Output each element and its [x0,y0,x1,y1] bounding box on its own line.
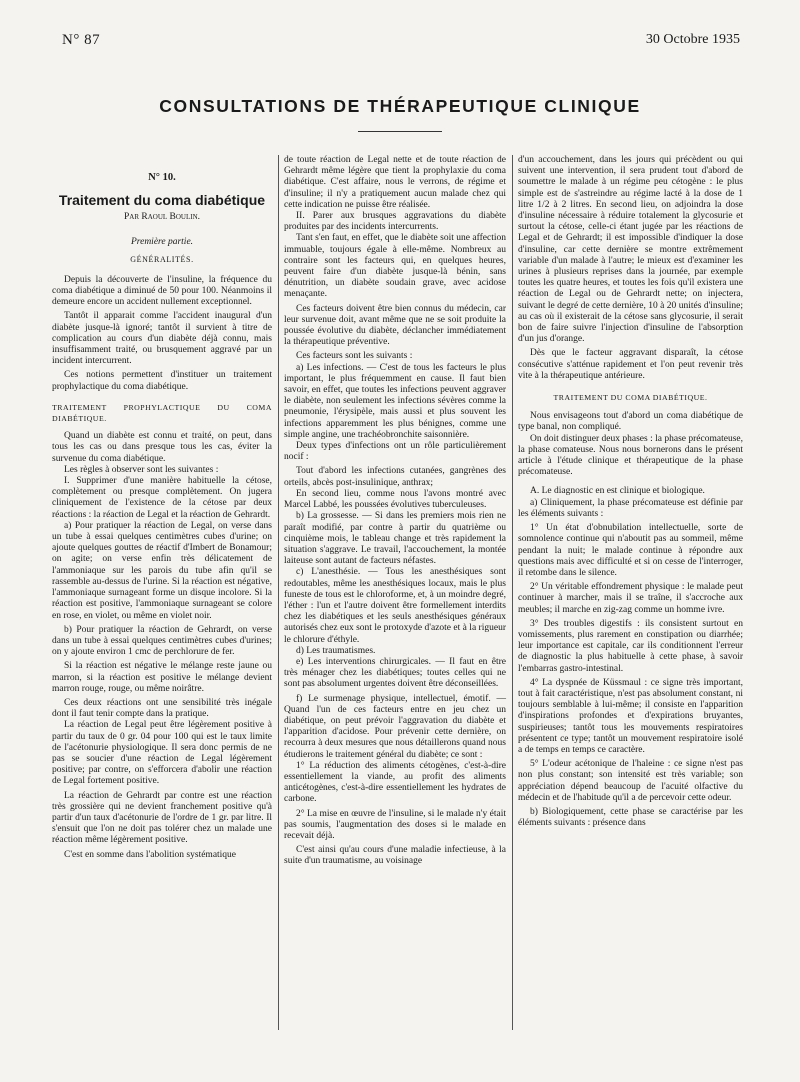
title-rule [358,131,442,132]
paragraph: La réaction de Legal peut être légèrement positive à partir du taux de 0 gr. 04 pour 100 qui est le taux limite de l'acétonurie physiologique. Il sera donc permis de ne pas se soucier d'une réaction de Legal légèrement positive; par contre, on s'efforcera d'abolir une réaction de Legal fortement positive. [52,720,272,787]
paragraph: 1° La réduction des aliments cétogènes, c'est-à-dire essentiellement la viande, au profit des aliments anticétogènes, c'est-à-dire essentiellement les hydrates de carbone. [284,760,506,805]
article-number: N° 10. [148,172,176,183]
paragraph: Nous envisageons tout d'abord un coma diabétique de type banal, non compliqué. [518,411,743,433]
column-divider [278,155,279,1030]
issue-date: 30 Octobre 1935 [645,32,740,47]
paragraph: 5° L'odeur acétonique de l'haleine : ce signe n'est pas non plus constant; son intensité est très variable; son appréciation dépend beaucoup de l'acuité olfactive du médecin et de l'habitude qu'il a de percevoir cette odeur. [518,759,743,803]
paragraph: Depuis la découverte de l'insuline, la fréquence du coma diabétique a diminué de 50 pour 100. Néanmoins il demeure encore un accident nullement exceptionnel. [52,274,272,308]
part-heading: Première partie. [130,237,194,248]
paragraph: a) Les infections. — C'est de tous les facteurs le plus important, le plus fréquemment en cause. Il faut bien savoir, en effet, que toutes les infections peuvent aggraver le diabète, non seulement les infections sévères comme la pneumonie, l'érysipèle, mais aussi et plus souvent les infections apparemment les plus bénignes, comme une simple angine, une trachéobronchite saisonnière. [284,362,506,440]
paragraph: c) L'anesthésie. — Tous les anesthésiques sont redoutables, même les anesthésiques locaux, mais le plus funeste de tous est le chloroforme, et, à un moindre degré, l'éther : l'un et l'autre doivent être formellement interdits chez les diabétiques et les seuls anesthésiques généraux autorisés chez eux sont le protoxyde d'azote et à la rigueur le chlorure d'éthyle. [284,567,506,645]
issue-number: N° 87 [62,32,101,48]
paragraph: A. Le diagnostic en est clinique et biologique. [530,486,705,497]
paragraph: f) Le surmenage physique, intellectuel, émotif. — Quand l'un de ces facteurs entre en jeu chez un diabétique, on peut prévoir l'aggravation du diabète et l'apparition d'acidose. Pour prévenir cette dernière, on recourra à deux mesures que nous détaillerons quand nous étudierons le traitement général du diabète; ce sont : [284,693,506,760]
column-3 [518,155,743,829]
paragraph: En second lieu, comme nous l'avons montré avec Marcel Labbé, les poussées évolutives tuberculeuses. [284,488,506,511]
paragraph: e) Les interventions chirurgicales. — Il faut en être très ménager chez les diabétiques; toutes celles qui ne sont pas absolument urgentes doivent être déconseillées. [284,656,506,690]
paragraph: Tantôt il apparait comme l'accident inaugural d'un diabète jusque-là ignoré; tantôt il survient à titre de complication au cours d'un diabète déjà connu, mais insuffisamment traité, ou brusquement aggravé par un incident intercurrent. [52,311,272,367]
paragraph: 3° Des troubles digestifs : ils consistent surtout en vomissements, plus rarement en constipation ou diarrhée; leur importance est capitale, car ils conditionnent l'erreur de diagnostic la plus habituelle à cette phase, à savoir l'embarras gastro-intestinal. [518,618,743,674]
paragraph: Deux types d'infections ont un rôle particulièrement nocif : [284,441,506,463]
paragraph: Ces facteurs doivent être bien connus du médecin, car leur survenue doit, avant même que ne se soit produite la poussée évolutive du diabète, déclancher immédiatement la thérapeutique préventive. [284,303,506,348]
paragraph: Ces notions permettent d'instituer un traitement prophylactique du coma diabétique. [52,370,272,392]
paragraph: d) Les traumatismes. [296,645,376,656]
paragraph: b) La grossesse. — Si dans les premiers mois rien ne paraît modifié, par contre à partir du quatrième ou cinquième mois, le tableau change et très rapidement la situation s'aggrave. Le travail, l'accouchement, la montée laiteuse sont autant de facteurs néfastes. [284,511,506,567]
paragraph: b) Pour pratiquer la réaction de Gehrardt, on verse dans un tube à essai quelques centimètres cubes d'urines; on y ajoute environ 1 cmc de perchlorure de fer. [52,624,272,658]
paragraph: 1° Un état d'obnubilation intellectuelle, sorte de somnolence continue qui n'aboutit pas au sommeil, même pendant la nuit; le malade continue à répondre aux questions mais avec difficulté et si on cesse de l'interroger, il retombe dans le silence. [518,523,743,578]
paragraph: Ces deux réactions ont une sensibilité très inégale dont il faut tenir compte dans la pratique. [52,697,272,720]
paragraph: a) Pour pratiquer la réaction de Legal, on verse dans un tube à essai quelques centimètres cubes d'urine; on ajoute quelques gouttes de réactif d'Imbert de Bonamour; on agite; on verse enfin très délicatement de l'ammoniaque sur les parois du tube afin qu'il se rassemble au-dessus de l'urine. Si la réaction est négative, l'ammoniaque surnageant forme un disque incolore. Si la réaction est positive, l'ammoniaque surnageant se colore en rose, en violet, ou même en violet noir. [52,520,272,621]
paragraph: Tant s'en faut, en effet, que le diabète soit une affection immuable, toujours égale à elle-même. Nombreux au contraire sont les facteurs qui, en quelques heures, peuvent faire d'un diabète jusque-là bénin, sans dénutrition, un diabète soudain grave, avec acidose menaçante. [284,233,506,300]
article-author: Par Raoul Boulin. [123,212,201,223]
paragraph: On doit distinguer deux phases : la phase précomateuse, la phase comateuse. Nous nous bornerons dans le présent article à l'étude clinique et thérapeutique de la phase précomateuse. [518,433,743,478]
article-title: Traitement du coma diabétique [58,192,266,209]
column-2 [284,155,506,868]
paragraph: 2° Un véritable effondrement physique : le malade peut continuer à marcher, mais il se traîne, il s'accroche aux meubles; il marche en zig-zag comme un homme ivre. [518,582,743,615]
paragraph: La réaction de Gehrardt par contre est une réaction très grossière qui ne devient franchement positive qu'à partir d'un taux d'acétonurie de l'ordre de 1 gr. par litre. Il s'ensuit que l'on ne doit pas tolérer chez un malade une réaction même légèrement positive. [52,790,272,846]
paragraph: I. Supprimer d'une manière habituelle la cétose, complètement ou presque complètement. On jugera cliniquement de l'existence de la cétose par deux réactions : la réaction de Legal et la réaction de Gehrardt. [52,476,272,520]
column-1 [52,155,272,861]
paragraph: Quand un diabète est connu et traité, on peut, dans tous les cas ou dans presque tous les cas, éviter la survenue du coma diabétique. [52,431,272,464]
paragraph: 4° La dyspnée de Küssmaul : ce signe très important, tout à fait caractéristique, n'est pas absolument constant, ni toujours semblable à lui-même; il consiste en l'apparition d'inspirations profondes et d'expirations bruyantes, suspirieuses; tantôt tous les mouvements respiratoires présentent ce type; tantôt un mouvement respiratoire isolé a de temps en temps ce caractère. [518,677,743,755]
paragraph: Tout d'abord les infections cutanées, gangrènes des orteils, abcès post-insulinique, anthrax; [284,466,506,488]
paragraph: de toute réaction de Legal nette et de toute réaction de Gehrardt même légère que tient la prophylaxie du coma diabétique. C'est affaire, nous le verrons, de régime et d'insuline; il n'y a pratiquement aucun malade chez qui cette indication ne puisse être réalisée. [284,155,506,210]
column-divider [512,155,513,1030]
paragraph: C'est ainsi qu'au cours d'une maladie infectieuse, à la suite d'un traumatisme, au voisinage [284,845,506,867]
paragraph: Si la réaction est négative le mélange reste jaune ou marron, si la réaction est positive le mélange devient marron rouge, rouge, ou même noirâtre. [52,661,272,694]
section-heading: TRAITEMENT PROPHYLACTIQUE DU COMA DIABÉTIQUE. [52,402,272,424]
paragraph: d'un accouchement, dans les jours qui précèdent ou qui suivent une intervention, il sera prudent tout d'abord de soumettre le malade à un régime peu cétogène : le plus simple est de s'astreindre au régime lacté à la dose de 1 litre 1/2 à 2 litres. En second lieu, on adjoindra la dose d'insuline nécessaire à réduire totalement la glycosurie et surtout la cétose, celle-ci étant jugée par les réactions de Legal et de Gehrardt; il est impossible d'indiquer la dose d'insuline, car cette dernière se montre extrêmement variable d'un malade à l'autre; le mieux est d'examiner les urines à plusieurs reprises dans la journée, par exemple toutes les quatre heures, et toutes les fois qu'il existera une réaction de Legal ou de Gehrardt nette; on injectera, suivant le degré de cette dernière, 10 à 20 unités d'insuline; au cas où il existerait de la cétose sans glycosurie, il serait bon de faire suivre l'injection d'insuline de l'absorption d'un jus d'orange. [518,155,743,345]
paragraph: II. Parer aux brusques aggravations du diabète produites par des incidents intercurrents. [284,211,506,233]
paragraph: Les règles à observer sont les suivantes : [64,464,219,475]
paragraph: b) Biologiquement, cette phase se caractérise par les éléments suivants : présence dans [518,806,743,829]
section-title: CONSULTATIONS DE THÉRAPEUTIQUE CLINIQUE [159,96,641,116]
paragraph: Dès que le facteur aggravant disparaît, la cétose consécutive s'atténue rapidement et l'on peut revenir très vite à la thérapeutique antérieure. [518,348,743,381]
subheading: GÉNÉRALITÉS. [130,254,194,264]
paragraph: 2° La mise en œuvre de l'insuline, si le malade n'y était pas soumis, l'augmentation des doses si le malade en recevait déjà. [284,808,506,841]
section-heading: TRAITEMENT DU COMA DIABÉTIQUE. [553,393,708,403]
paragraph: a) Cliniquement, la phase précomateuse est définie par les éléments suivants : [518,497,743,519]
paragraph: Ces facteurs sont les suivants : [296,351,413,362]
paragraph: C'est en somme dans l'abolition systématique [64,849,237,860]
